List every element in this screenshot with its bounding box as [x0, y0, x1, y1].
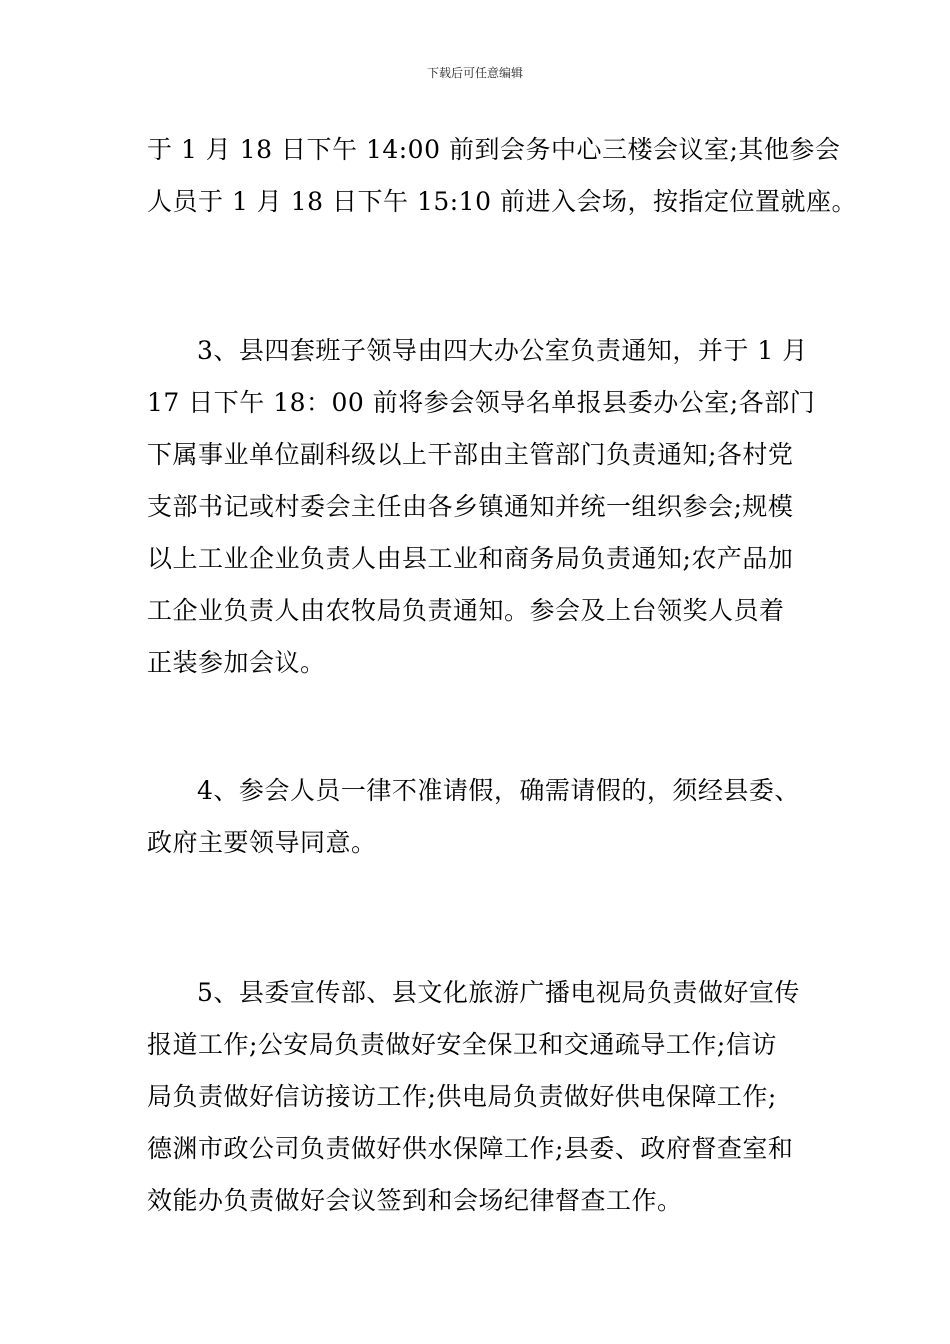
page-header: 下载后可任意编辑 — [426, 66, 523, 80]
paragraph-item-3 — [147, 325, 816, 689]
paragraph-item-4 — [147, 765, 807, 869]
text-line: 支部书记或村委会主任由各乡镇通知并统一组织参会;规模 — [147, 492, 794, 521]
text-line: 5、县委宣传部、县文化旅游广播电视局负责做好宣传 — [197, 978, 800, 1007]
text-line: 局负责做好信访接访工作;供电局负责做好供电保障工作; — [147, 1082, 777, 1111]
text-line: 于 1 月 18 日下午 14:00 前到会务中心三楼会议室;其他参会 — [147, 135, 841, 164]
text-line: 下属事业单位副科级以上干部由主管部门负责通知;各村党 — [147, 440, 794, 469]
text-line: 人员于 1 月 18 日下午 15:10 前进入会场，按指定位置就座。 — [147, 187, 857, 216]
text-line: 工企业负责人由农牧局负责通知。参会及上台领奖人员着 — [147, 596, 785, 625]
text-line: 17 日下午 18：00 前将参会领导名单报县委办公室;各部门 — [147, 388, 816, 417]
paragraph-item-5 — [147, 967, 807, 1227]
text-line: 效能办负责做好会议签到和会场纪律督查工作。 — [147, 1186, 683, 1215]
text-line: 4、参会人员一律不准请假，确需请假的，须经县委、 — [197, 776, 800, 805]
text-line: 报道工作;公安局负责做好安全保卫和交通疏导工作;信访 — [147, 1030, 777, 1059]
text-line: 3、县四套班子领导由四大办公室负责通知，并于 1 月 — [197, 336, 808, 365]
text-line: 以上工业企业负责人由县工业和商务局负责通知;农产品加 — [147, 544, 794, 573]
text-line: 正装参加会议。 — [147, 648, 326, 677]
text-line: 德渊市政公司负责做好供水保障工作;县委、政府督查室和 — [147, 1134, 794, 1163]
paragraph-2-continuation — [147, 124, 857, 228]
text-line: 政府主要领导同意。 — [147, 828, 377, 857]
